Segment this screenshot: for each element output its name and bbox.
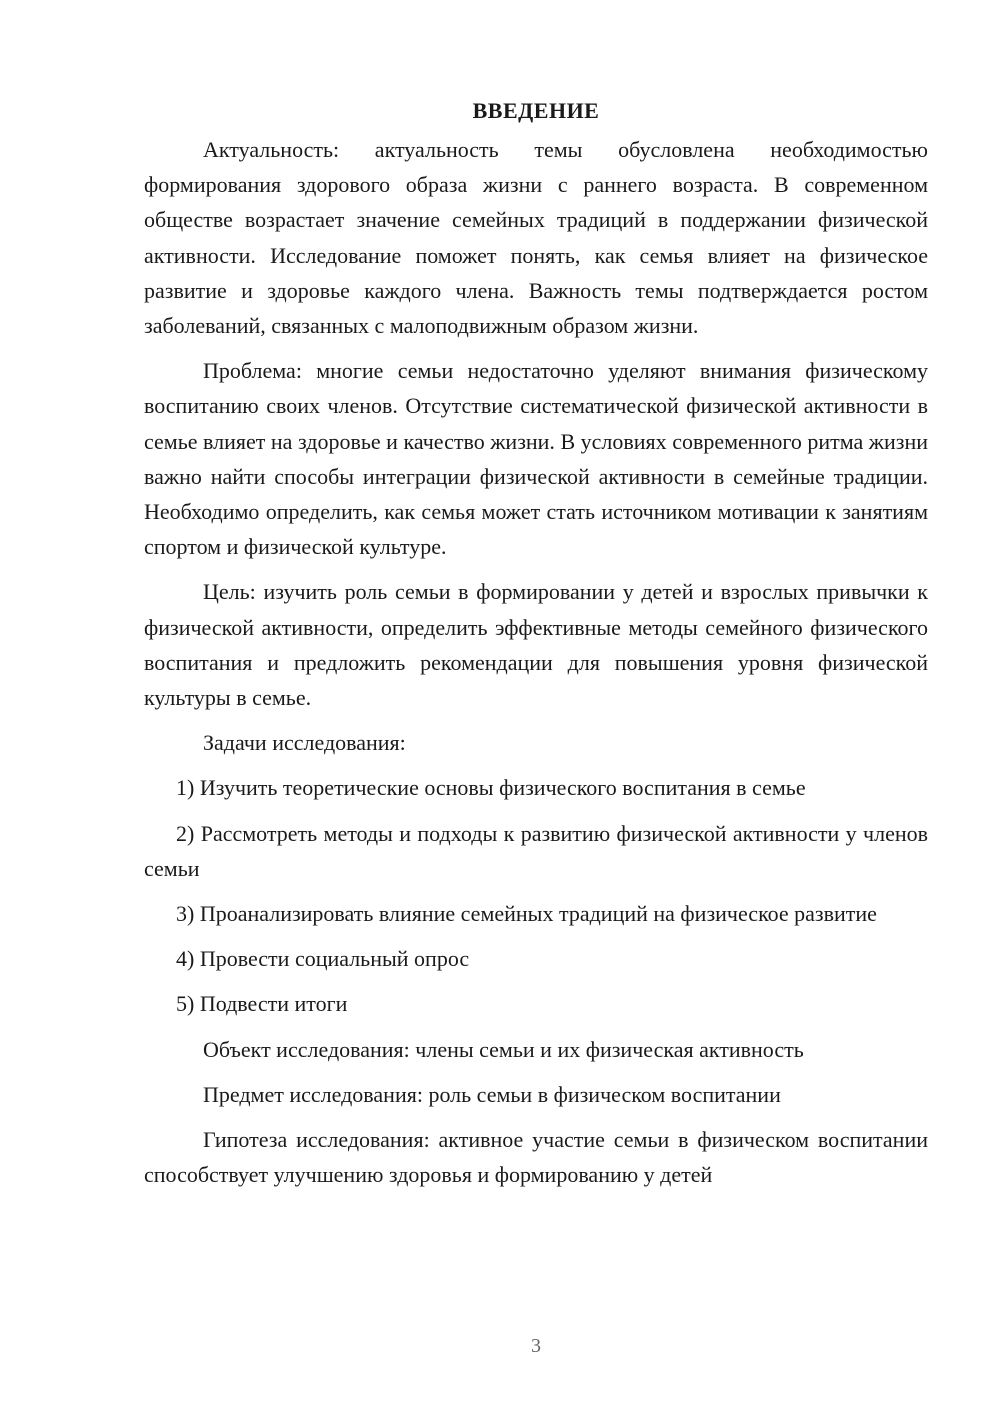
research-subject: Предмет исследования: роль семьи в физическом воспитании <box>203 1081 781 1107</box>
task-item-3: 3) Проанализировать влияние семейных традиций на физическое развитие <box>176 901 877 927</box>
task-item-5: 5) Подвести итоги <box>176 991 348 1017</box>
research-hypothesis: Гипотеза исследования: активное участие семьи в физическом воспитании способствует улучшению здоровья и формированию у детей <box>144 1127 928 1188</box>
document-page <box>144 96 928 1202</box>
problem-paragraph: Проблема: многие семьи недостаточно уделяют внимания физическому воспитанию своих членов. Отсутствие систематической физической активности в семье влияет на здоровье и качество жизни. В условиях современного ритма жизни важно найти способы интеграции физической активности в семейные традиции. Необходимо определить, как семья может стать источником мотивации к занятиям спортом и физической культуре. <box>144 358 928 560</box>
task-item-1: 1) Изучить теоретические основы физического воспитания в семье <box>176 775 806 801</box>
task-item-4: 4) Провести социальный опрос <box>176 946 470 972</box>
page-number: 3 <box>531 1335 541 1357</box>
relevance-paragraph: Актуальность: актуальность темы обусловлена необходимостью формирования здорового образа жизни с раннего возраста. В современном обществе возрастает значение семейных традиций в поддержании физической активности. Исследование поможет понять, как семья влияет на физическое развитие и здоровье каждого члена. Важность темы подтверждается ростом заболеваний, связанных с малоподвижным образом жизни. <box>144 137 928 339</box>
research-object: Объект исследования: члены семьи и их физическая активность <box>203 1036 804 1062</box>
goal-paragraph: Цель: изучить роль семьи в формировании у детей и взрослых привычки к физической активности, определить эффективные методы семейного физического воспитания и предложить рекомендации для повышения уровня физической культуры в семье. <box>144 579 928 711</box>
page-title: ВВЕДЕНИЕ <box>472 98 600 123</box>
tasks-title: Задачи исследования: <box>203 730 406 756</box>
task-item-2: 2) Рассмотреть методы и подходы к развитию физической активности у членов семьи <box>144 820 928 881</box>
